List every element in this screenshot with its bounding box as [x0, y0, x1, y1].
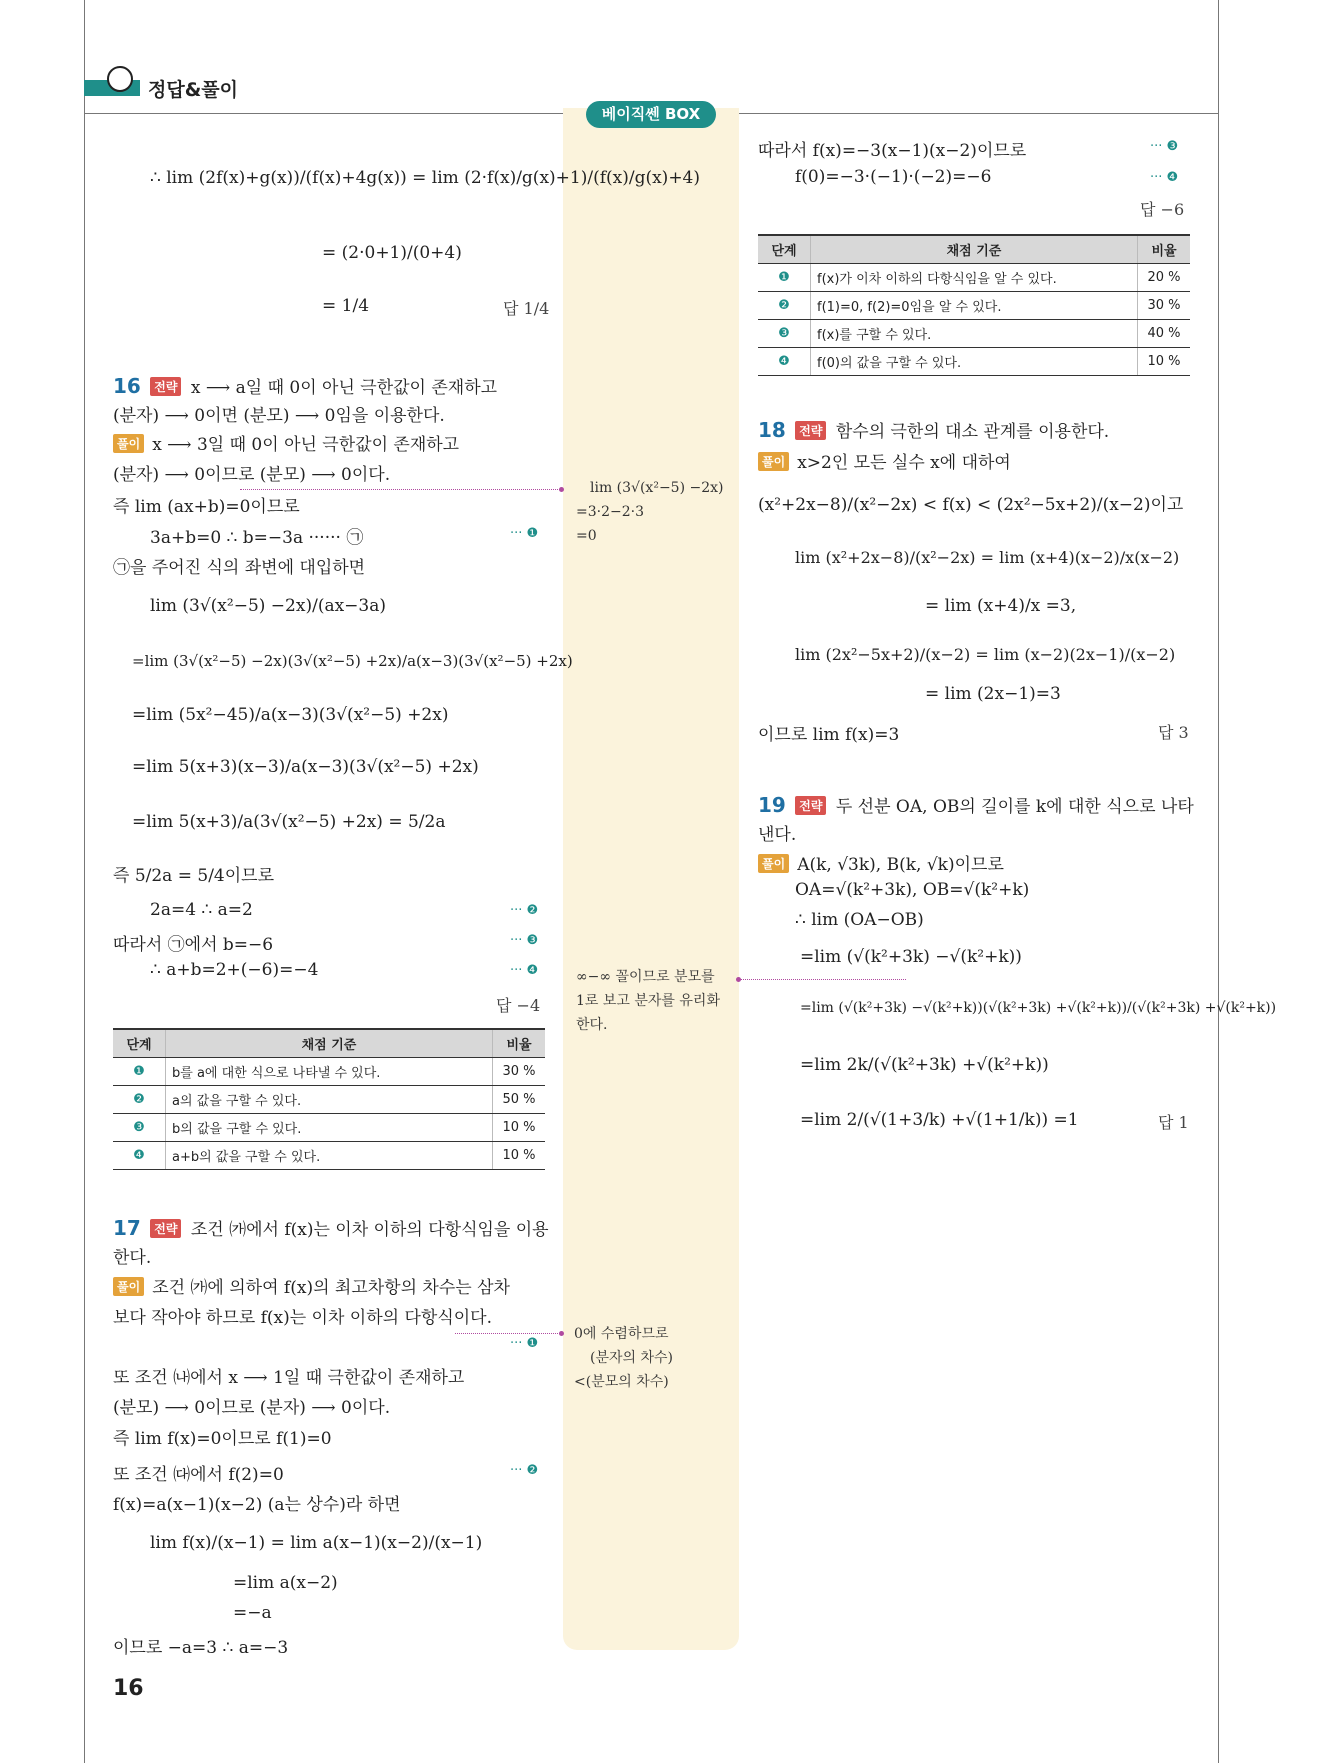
table-cell: 30 %	[1138, 292, 1191, 320]
box-connector-dot-1	[559, 487, 564, 492]
table-header-ratio: 비율	[1138, 235, 1191, 264]
q18-strategy: 함수의 극한의 대소 관계를 이용한다.	[835, 422, 1110, 442]
table-row	[758, 264, 1190, 292]
q17-strategy-2: 한다.	[113, 1248, 152, 1268]
q18-line-3: lim (x²+2x−8)/(x²−2x) = lim (x+4)(x−2)/x(x−2)	[795, 548, 1180, 567]
q16-line-3: 즉 lim (ax+b)=0이므로	[113, 497, 300, 517]
right-top-line-1: 따라서 f(x)=−3(x−1)(x−2)이므로	[758, 141, 1027, 161]
q17-strategy-tag: 전략	[150, 1219, 181, 1238]
table-cell: ❹	[758, 348, 811, 376]
table-row	[758, 292, 1190, 320]
right-top-answer: 답 −6	[1140, 200, 1185, 219]
q19-heading	[758, 792, 1194, 817]
q17-line-2: 보다 작아야 하므로 f(x)는 이차 이하의 다항식이다.	[113, 1308, 492, 1328]
table-cell: ❹	[113, 1142, 166, 1170]
right-top-line-2: f(0)=−3·(−1)·(−2)=−6	[795, 167, 992, 187]
q19-answer: 답 1	[1158, 1113, 1189, 1132]
q16-line-5: ㉠을 주어진 식의 좌변에 대입하면	[113, 558, 366, 578]
table-cell: ❸	[113, 1114, 166, 1142]
q18-line-2: (x²+2x−8)/(x²−2x) < f(x) < (2x²−5x+2)/(x−2)이고	[758, 495, 1184, 515]
table-cell: ❶	[113, 1058, 166, 1086]
table-header-ratio: 비율	[493, 1029, 546, 1058]
q17-line-11: 이므로 −a=3 ∴ a=−3	[113, 1638, 289, 1658]
table-cell: b의 값을 구할 수 있다.	[166, 1114, 493, 1142]
table-cell: 10 %	[493, 1142, 546, 1170]
table-cell: f(1)=0, f(2)=0임을 알 수 있다.	[811, 292, 1138, 320]
q16-step-1: ··· ❶	[510, 526, 539, 541]
header-title: 정답&풀이	[148, 79, 238, 101]
q16-line-13: 따라서 ㉠에서 b=−6	[113, 935, 274, 955]
table-cell: 30 %	[493, 1058, 546, 1086]
basic-box-column	[563, 108, 739, 1650]
q16-score-table	[113, 1028, 545, 1170]
box-note-3	[574, 1322, 673, 1394]
q19-line-6: =lim 2k/(√(k²+3k) +√(k²+k))	[800, 1055, 1049, 1075]
q17-step-1: ··· ❶	[510, 1336, 539, 1351]
q16-line-11: 즉 5/2a = 5/4이므로	[113, 866, 274, 886]
q17-line-7: f(x)=a(x−1)(x−2) (a는 상수)라 하면	[113, 1495, 401, 1515]
q16-line-8: =lim (5x²−45)/a(x−3)(3√(x²−5) +2x)	[132, 705, 449, 725]
basic-box-label: 베이직쎈 BOX	[586, 101, 716, 128]
box-note-3-line-2: (분자의 차수)	[590, 1350, 673, 1366]
q17-line-text-1: 조건 ㈎에 의하여 f(x)의 최고차항의 차수는 삼차	[152, 1278, 510, 1298]
q16-line-12: 2a=4 ∴ a=2	[150, 900, 253, 920]
box-note-1-line-3: =0	[576, 528, 597, 544]
q19-line-7: =lim 2/(√(1+3/k) +√(1+1/k)) =1	[800, 1110, 1079, 1130]
q19-line-4: =lim (√(k²+3k) −√(k²+k))	[800, 947, 1022, 967]
page-number: 16	[113, 1676, 144, 1701]
q16-line-7: =lim (3√(x²−5) −2x)(3√(x²−5) +2x)/a(x−3)(3√(x²−5) +2x)	[132, 652, 573, 670]
table-header-row	[113, 1029, 545, 1058]
table-cell: 50 %	[493, 1086, 546, 1114]
q19-strategy: 두 선분 OA, OB의 길이를 k에 대한 식으로 나타	[835, 797, 1194, 817]
q17-solution-tag: 풀이	[113, 1277, 144, 1296]
table-header-row	[758, 235, 1190, 264]
table-header-step: 단계	[113, 1029, 166, 1058]
q19-strategy-tag: 전략	[795, 796, 826, 815]
q16-strategy: x ⟶ a일 때 0이 아닌 극한값이 존재하고	[190, 378, 498, 398]
table-cell: f(x)를 구할 수 있다.	[811, 320, 1138, 348]
q18-line-5: lim (2x²−5x+2)/(x−2) = lim (x−2)(2x−1)/(x−2)	[795, 645, 1176, 664]
q16-step-4: ··· ❹	[510, 963, 539, 978]
q17-line-8: lim f(x)/(x−1) = lim a(x−1)(x−2)/(x−1)	[150, 1533, 483, 1553]
q16-line-2: (분자) ⟶ 0이므로 (분모) ⟶ 0이다.	[113, 465, 391, 485]
q19-line-text-1: A(k, √3k), B(k, √k)이므로	[797, 855, 1004, 875]
table-cell: 10 %	[493, 1114, 546, 1142]
page-right-border	[1218, 0, 1219, 1763]
q18-line-7: 이므로 lim f(x)=3	[758, 725, 900, 745]
clock-icon	[107, 66, 133, 92]
q18-line-text-1: x>2인 모든 실수 x에 대하여	[797, 453, 1011, 473]
box-note-2	[576, 965, 720, 1037]
q16-line-14: ∴ a+b=2+(−6)=−4	[150, 960, 319, 980]
q16-answer: 답 −4	[496, 996, 541, 1015]
table-row	[113, 1142, 545, 1170]
q16-line-text-1: x ⟶ 3일 때 0이 아닌 극한값이 존재하고	[152, 435, 460, 455]
q16-step-3: ··· ❸	[510, 933, 539, 948]
q16-line-9: =lim 5(x+3)(x−3)/a(x−3)(3√(x²−5) +2x)	[132, 757, 479, 777]
page-left-border	[84, 0, 85, 1763]
q19-line-5: =lim (√(k²+3k) −√(k²+k))(√(k²+3k) +√(k²+k))/(√(k²+3k) +√(k²+k))	[800, 1000, 1277, 1016]
box-note-3-line-1: 0에 수렴하므로	[574, 1326, 669, 1342]
q16-step-2: ··· ❷	[510, 903, 539, 918]
table-header-criteria: 채점 기준	[811, 235, 1138, 264]
box-note-1-line-2: =3·2−2·3	[576, 504, 644, 520]
q19-solution-line-1	[758, 850, 1004, 875]
right-step-3: ··· ❸	[1150, 139, 1179, 154]
q18-solution-line-1	[758, 448, 1011, 473]
q19-line-2: OA=√(k²+3k), OB=√(k²+k)	[795, 880, 1030, 900]
q17-score-table	[758, 234, 1190, 376]
box-connector-3	[455, 1333, 560, 1334]
box-note-2-line-1: ∞−∞ 꼴이므로 분모를	[576, 969, 715, 985]
q17-heading	[113, 1215, 549, 1240]
q18-answer: 답 3	[1158, 723, 1189, 742]
q19-line-3: ∴ lim (OA−OB)	[795, 910, 924, 930]
table-cell: a의 값을 구할 수 있다.	[166, 1086, 493, 1114]
table-cell: 10 %	[1138, 348, 1191, 376]
q16-line-10: =lim 5(x+3)/a(3√(x²−5) +2x) = 5/2a	[132, 812, 446, 832]
q17-line-10: =−a	[233, 1603, 272, 1623]
box-connector-1	[240, 489, 560, 490]
table-cell: 20 %	[1138, 264, 1191, 292]
q17-line-4: (분모) ⟶ 0이므로 (분자) ⟶ 0이다.	[113, 1398, 391, 1418]
table-row	[113, 1114, 545, 1142]
box-connector-dot-3	[559, 1331, 564, 1336]
q17-step-2: ··· ❷	[510, 1463, 539, 1478]
q18-line-6: = lim (2x−1)=3	[925, 684, 1061, 704]
table-cell: ❷	[758, 292, 811, 320]
q16-solution-line-1	[113, 430, 459, 455]
table-cell: ❷	[113, 1086, 166, 1114]
table-header-step: 단계	[758, 235, 811, 264]
q17-solution-line-1	[113, 1273, 510, 1298]
q16-number: 16	[113, 374, 141, 398]
q16-strategy-tag: 전략	[150, 377, 181, 396]
table-row	[758, 320, 1190, 348]
q17-number: 17	[113, 1216, 141, 1240]
left-top-line-1: ∴ lim (2f(x)+g(x))/(f(x)+4g(x)) = lim (2·f(x)/g(x)+1)/(f(x)/g(x)+4)	[150, 168, 701, 188]
q19-solution-tag: 풀이	[758, 854, 789, 873]
q18-heading	[758, 417, 1109, 442]
q16-line-6: lim (3√(x²−5) −2x)/(ax−3a)	[150, 596, 386, 616]
table-row	[758, 348, 1190, 376]
table-cell: 40 %	[1138, 320, 1191, 348]
box-note-2-line-3: 한다.	[576, 1017, 608, 1033]
q16-solution-tag: 풀이	[113, 434, 144, 453]
table-cell: b를 a에 대한 식으로 나타낼 수 있다.	[166, 1058, 493, 1086]
q18-number: 18	[758, 418, 786, 442]
table-cell: a+b의 값을 구할 수 있다.	[166, 1142, 493, 1170]
table-cell: f(x)가 이차 이하의 다항식임을 알 수 있다.	[811, 264, 1138, 292]
box-note-2-line-2: 1로 보고 분자를 유리화	[576, 993, 720, 1009]
table-row	[113, 1086, 545, 1114]
table-header-criteria: 채점 기준	[166, 1029, 493, 1058]
box-note-1-line-1: lim (3√(x²−5) −2x)	[590, 480, 724, 496]
box-note-3-line-3: <(분모의 차수)	[574, 1374, 669, 1390]
table-cell: ❶	[758, 264, 811, 292]
left-top-line-2: = (2·0+1)/(0+4)	[322, 243, 462, 263]
box-note-1	[576, 476, 724, 548]
table-cell: ❸	[758, 320, 811, 348]
q16-strategy-2: (분자) ⟶ 0이면 (분모) ⟶ 0임을 이용한다.	[113, 406, 445, 426]
q18-line-4: = lim (x+4)/x =3,	[925, 596, 1077, 616]
table-row	[113, 1058, 545, 1086]
q18-solution-tag: 풀이	[758, 452, 789, 471]
q17-line-3: 또 조건 ㈏에서 x ⟶ 1일 때 극한값이 존재하고	[113, 1368, 465, 1388]
q17-line-9: =lim a(x−2)	[233, 1573, 338, 1593]
left-top-line-3: = 1/4	[322, 296, 370, 316]
left-top-answer: 답 1/4	[503, 299, 550, 318]
table-cell: f(0)의 값을 구할 수 있다.	[811, 348, 1138, 376]
q17-strategy: 조건 ㈎에서 f(x)는 이차 이하의 다항식임을 이용	[190, 1220, 549, 1240]
q19-strategy-2: 낸다.	[758, 825, 797, 845]
q19-number: 19	[758, 793, 786, 817]
q18-strategy-tag: 전략	[795, 421, 826, 440]
q16-heading	[113, 373, 497, 398]
q17-line-6: 또 조건 ㈐에서 f(2)=0	[113, 1465, 284, 1485]
q16-line-4: 3a+b=0 ∴ b=−3a ······ ㉠	[150, 528, 364, 548]
box-connector-2	[741, 979, 906, 980]
q17-line-5: 즉 lim f(x)=0이므로 f(1)=0	[113, 1429, 332, 1449]
right-step-4: ··· ❹	[1150, 170, 1179, 185]
